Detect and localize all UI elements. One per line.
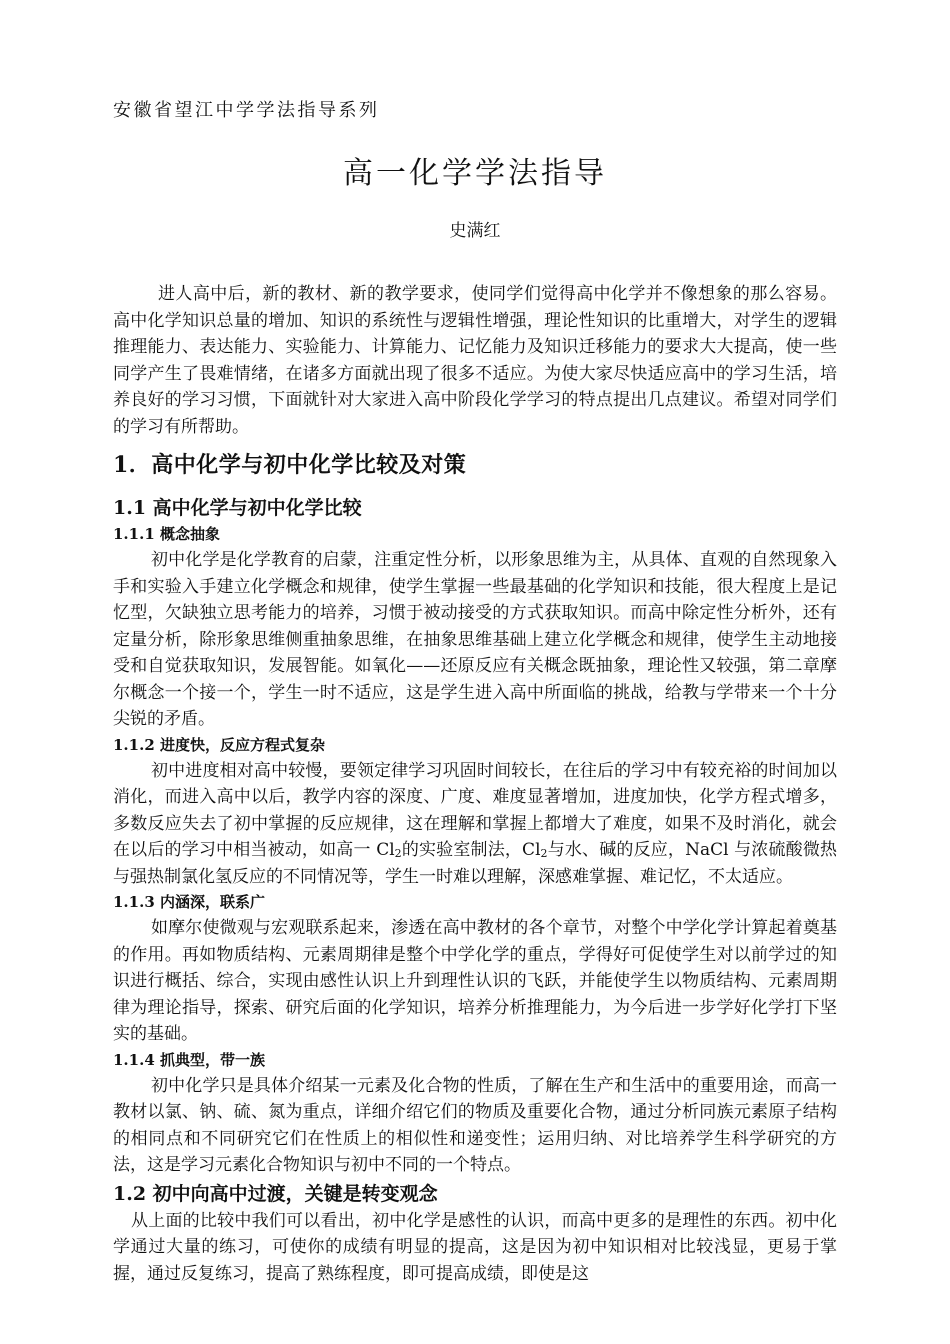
- text-run: 的实验室制法，Cl: [401, 840, 541, 860]
- item-heading: 1.1.2 进度快，反应方程式复杂: [113, 735, 325, 754]
- item-paragraph: 如摩尔使微观与宏观联系起来，渗透在高中教材的各个章节，对整个中学化学计算起着奠基的作用。再如物质结构、元素周期律是整个中学化学的重点，学得好可促使学生对以前学过的知识进行概括、综合，实现由感性认识上升到理性认识的飞跃，并能使学生以物质结构、元素周期律为理论指导，探索、研究后面的化学知识，培养分析推理能力，为今后进一步学好化学打下坚实的基础。: [113, 918, 837, 1044]
- text-run: 与水、碱的反应，NaCl 与浓硫酸微热与强热制氯化氢反应的不同情况等，学生一时难以理解，深感难掌握、难记忆，不太适应。: [113, 840, 837, 887]
- subsection-paragraph: 从上面的比较中我们可以看出，初中化学是感性的认识，而高中更多的是理性的东西。初中化学通过大量的练习，可使你的成绩有明显的提高，这是因为初中知识相对比较浅显，更易于掌握，通过反复练习，提高了熟练程度，即可提高成绩，即使是这: [113, 1210, 837, 1284]
- author: 史满红: [449, 221, 501, 241]
- subscript: 2: [540, 847, 548, 860]
- item-paragraph: 初中化学是化学教育的启蒙，注重定性分析，以形象思维为主，从具体、直观的自然现象入手和实验入手建立化学概念和规律，使学生掌握一些最基础的化学知识和技能，很大程度上是记忆型，欠缺独立思考能力的培养，习惯于被动接受的方式获取知识。而高中除定性分析外，还有定量分析，除形象思维侧重抽象思维，在抽象思维基础上建立化学概念和规律，使学生主动地接受和自觉获取知识，发展智能。如氧化——还原反应有关概念既抽象，理论性又较强，第二章摩尔概念一个接一个，学生一时不适应，这是学生进入高中所面临的挑战，给教与学带来一个十分尖锐的矛盾。: [113, 550, 837, 729]
- item-heading: 1.1.3 内涵深，联系广: [113, 893, 265, 911]
- item-paragraph: 初中化学只是具体介绍某一元素及化合物的性质，了解在生产和生活中的重要用途，而高一教材以氯、钠、硫、氮为重点，详细介绍它们的物质及重要化合物，通过分析同族元素原子结构的相同点和不同研究它们在性质上的相似性和递变性；运用归纳、对比培养学生科学研究的方法，这是学习元素化合物知识与初中不同的一个特点。: [113, 1075, 837, 1175]
- item-paragraph: [113, 758, 837, 891]
- subscript: 2: [394, 847, 402, 860]
- intro-paragraph: 进人高中后，新的教材、新的教学要求，使同学们觉得高中化学并不像想象的那么容易。高中化学知识总量的增加、知识的系统性与逻辑性增强，理论性知识的比重增大，对学生的逻辑推理能力、表达能力、实验能力、计算能力、记忆能力及知识迁移能力的要求大大提高，使一些同学产生了畏难情绪，在诸多方面就出现了很多不适应。为使大家尽快适应高中的学习生活，培养良好的学习习惯，下面就针对大家进入高中阶段化学学习的特点提出几点建议。希望对同学们的学习有所帮助。: [113, 284, 837, 437]
- text-run: 初中进度相对高中较慢，要领定律学习巩固时间较长，在往后的学习中有较充裕的时间加以消化，而进入高中以后，教学内容的深度、广度、难度显著增加，进度加快，化学方程式增多，多数反应失去了初中掌握的反应规律，这在理解和掌握上都增大了难度，如果不及时消化，就会在以后的学习中相当被动，如高一 Cl: [113, 760, 837, 860]
- item-heading: 1.1.4 抓典型，带一族: [113, 1050, 265, 1069]
- series-label: 安徽省望江中学学法指导系列: [113, 100, 380, 121]
- subsection-heading: 1.1 高中化学与初中化学比较: [113, 497, 362, 519]
- page-title: 高一化学学法指导: [343, 156, 607, 191]
- subsection-heading: 1.2 初中向高中过渡，关键是转变观念: [113, 1182, 438, 1205]
- section-heading: 1．高中化学与初中化学比较及对策: [113, 452, 467, 478]
- item-heading: 1.1.1 概念抽象: [113, 525, 220, 543]
